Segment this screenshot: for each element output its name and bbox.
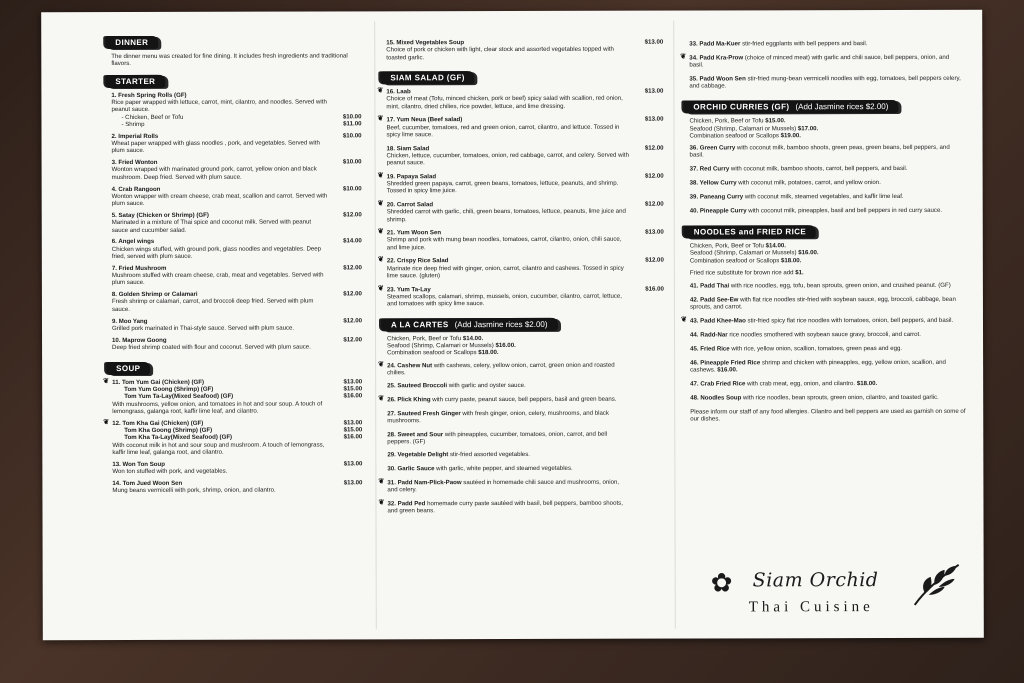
price-option [689, 132, 965, 140]
option-label: Seafood (Shrimp, Calamari or Mussels) [689, 124, 797, 133]
chili-pepper-icon: ❦ [680, 316, 687, 324]
item-description: Wonton wrapper with cream cheese, crab meat, scallion and carrot. Served with plum sauce. [111, 192, 328, 208]
item-name: 20. Carrot Salad [386, 201, 434, 209]
item-description: Marinate rice deep fried with ginger, onion, carrot, cilantro and cashews. Tossed in spicy lime sauce. (gluten) [386, 264, 624, 280]
item-name: 10. Maprow Goong [112, 336, 167, 344]
item-name: 29. Vegetable Delight [387, 451, 449, 459]
item-name: 25. Sauteed Broccoli [387, 382, 448, 390]
item-name: Tom Kha Ta-Lay(Mixed Seafood) (GF) [124, 434, 233, 442]
orchid-flower-icon: ✿ [710, 567, 733, 598]
allergy-note: Please inform our staff of any food allergies. Cilantro and bell peppers are used as garnish on some of our dishes. [690, 407, 966, 423]
menu-item [377, 200, 664, 224]
salad-list [377, 87, 664, 308]
item-price: $10.00 [342, 158, 362, 166]
item-price: $13.00 [343, 419, 363, 427]
item-description: with rice noodles, bean sprouts, green onion, cilantro, and toasted garlic. [741, 393, 939, 402]
item-description: Shredded green papaya, carrot, green beans, tomatoes, lettuce, peanuts, and shrimp. Tossed in spicy lime juice. [386, 179, 619, 195]
chili-pepper-icon: ❦ [378, 360, 384, 368]
item-name: 47. Crab Fried Rice [690, 380, 746, 388]
item-description: (choice of minced meat) with garlic and chili sauce, bell peppers, onion, and basil. [689, 53, 950, 69]
stir-fry-list [680, 40, 965, 90]
chili-pepper-icon: ❦ [377, 284, 384, 292]
item-name: 28. Sweet and Sour [387, 430, 444, 438]
option-label: Chicken, Pork, Beef or Tofu [387, 334, 462, 343]
item-price: $12.00 [343, 290, 362, 298]
option-price: $17.00. [797, 124, 819, 132]
item-description: with coconut milk, potatoes, carrot, and yellow onion. [736, 179, 881, 187]
item-name: 44. Radd-Nar [690, 331, 728, 339]
item-name: 16. Laab [386, 88, 411, 96]
option-price: $10.00 [342, 113, 362, 121]
item-description: with coconut milk, bamboo shoots, green peas, green beans, bell peppers, and basil. [689, 144, 950, 159]
siam-salad-header: SIAM SALAD (GF) [380, 71, 474, 84]
option-price: $14.00. [765, 242, 786, 250]
item-description: Chicken, lettuce, cucumber, tomatoes, onion, red cabbage, carrot, and celery. Served with peanut sauce. [386, 151, 629, 167]
item-name: 35. Padd Woon Sen [689, 75, 746, 83]
menu-item [377, 228, 664, 252]
item-price: $13.00 [644, 87, 664, 95]
item-description: Rice paper wrapped with lettuce, carrot, mint, cilantro, and noodles. Served with peanut sauce. [111, 98, 327, 114]
menu-item [111, 132, 361, 155]
item-description: Mushroom stuffed with cream cheese, crab, meat and vegetables. Served with plum sauce. [111, 271, 324, 287]
menu-item [690, 193, 966, 201]
item-description: with cashews, celery, yellow onion, carrot, green onion and roasted chilies. [387, 361, 615, 377]
item-name: 2. Imperial Rolls [111, 132, 159, 140]
item-name: 32. Padd Ped [387, 499, 426, 507]
item-description: Shrimp and pork with mung bean noodles, tomatoes, carrot, cilantro, onion, chili sauce, and lime juice. [386, 236, 622, 252]
menu-item [387, 144, 664, 167]
logo-name: Siam Orchid [752, 569, 879, 592]
item-description: with garlic and oyster sauce. [447, 382, 526, 390]
item-description: Shredded carrot with garlic, chili, green beans, tomatoes, lettuce, peanuts, lime juice and shrimp. [386, 207, 626, 223]
menu-item [112, 211, 362, 234]
item-price: $12.00 [645, 256, 664, 264]
item-price: $13.00 [645, 228, 664, 236]
item-name: 36. Green Curry [689, 144, 736, 152]
menu-item [378, 498, 664, 515]
noodles-header: NOODLES and FRIED RICE [684, 225, 816, 238]
item-description: Grilled pork marinated in Thai-style sauce. Served with plum sauce. [111, 324, 295, 332]
option-label: - Chicken, Beef or Tofu [121, 113, 184, 121]
item-description: with rice noodles, egg, tofu, bean sprouts, green onion, and crushed peanut. (GF) [729, 281, 951, 290]
item-name: 7. Fried Mushroom [111, 264, 167, 272]
item-name: 37. Red Curry [689, 165, 730, 173]
menu-sheet [41, 10, 984, 640]
item-price: $12.00 [343, 336, 363, 344]
menu-item [690, 207, 966, 215]
item-price: $16.00 [343, 392, 363, 400]
menu-item [378, 360, 664, 377]
brown-rice-text: Fried rice substitute for brown rice add [689, 269, 794, 277]
curries-header [683, 100, 898, 114]
item-name: 22. Crispy Rice Salad [386, 257, 449, 265]
option-price: $15.00. [765, 117, 786, 125]
item-description: stir-fried eggplants with bell peppers and basil. [740, 40, 868, 48]
item-description: with coconut milk, steamed vegetables, and kaffir lime leaf. [743, 193, 904, 201]
menu-item [386, 39, 663, 62]
item-description: Choice of pork or chicken with light, clear stock and assorted vegetables topped with toasted garlic. [386, 46, 614, 61]
item-price: $13.00 [644, 115, 664, 124]
item-name: 27. Sauteed Fresh Ginger [387, 409, 461, 417]
menu-column-2 [376, 11, 673, 640]
item-name: 41. Padd Thai [689, 282, 730, 290]
menu-item [690, 359, 966, 374]
menu-item [377, 284, 664, 308]
item-price: $13.00 [644, 38, 664, 46]
option-label: Combination seafood or Scallops [387, 349, 477, 357]
item-price: $10.00 [342, 184, 362, 193]
a-la-carte-title: A LA CARTES [390, 319, 449, 330]
menu-item [690, 165, 966, 173]
item-name: 9. Moo Yang [111, 317, 148, 325]
option-price: $14.00. [462, 334, 484, 342]
menu-item [377, 172, 664, 195]
chili-pepper-icon: ❦ [377, 228, 384, 236]
siam-orchid-logo [711, 563, 981, 634]
item-description: with crab meat, egg, onion, and cilantro. [745, 380, 856, 388]
menu-item [680, 316, 966, 325]
a-la-carte-header [381, 318, 558, 331]
item-description: with coconut milk, bamboo shoots, carrot, bell peppers, and basil. [729, 165, 908, 173]
item-name: 18. Siam Salad [386, 144, 430, 152]
item-name: 45. Fried Rice [690, 345, 730, 353]
item-price: $12.00 [644, 144, 664, 152]
column-divider [673, 21, 676, 629]
menu-item [690, 296, 966, 311]
menu-item [377, 87, 664, 111]
menu-item [112, 159, 362, 182]
price-option [690, 256, 966, 264]
item-name: 23. Yum Ta-Lay [386, 285, 431, 293]
item-name: 3. Fried Wonton [111, 159, 158, 167]
item-name: 31. Padd Nam-Plick-Paow [387, 478, 462, 486]
chili-pepper-icon: ❦ [378, 395, 385, 403]
chili-pepper-icon: ❦ [377, 256, 384, 264]
menu-item [112, 238, 362, 261]
option-price: $16.00. [798, 249, 819, 257]
item-description: With mushrooms, yellow onion, and tomatoes in hot and sour soup. A touch of lemongrass, galanga root, kaffir lime leaf, and cilantro. [112, 400, 323, 415]
item-price: $18.00. [856, 380, 878, 388]
menu-item [112, 460, 362, 475]
item-price: $12.00 [645, 200, 664, 208]
item-description: shrimp and chicken with pineapples, egg, yellow onion, scallion, and cashews. [690, 358, 946, 374]
item-name: 5. Satay (Chicken or Shrimp) (GF) [111, 211, 209, 220]
menu-item [378, 477, 664, 494]
item-price: $15.00 [343, 426, 363, 434]
menu-item [112, 479, 362, 494]
item-description: stir-fried assorted vegetables. [448, 451, 530, 459]
menu-item [103, 377, 363, 415]
item-price: $13.00 [343, 479, 363, 487]
starter-list [111, 91, 362, 351]
item-name: 26. Plick Khing [387, 396, 431, 404]
item-name: 30. Garlic Sauce [387, 465, 435, 473]
menu-item [690, 179, 966, 187]
menu-item [690, 144, 966, 159]
item-name: 38. Yellow Curry [689, 179, 737, 187]
menu-item [112, 185, 362, 208]
item-description: rice noodles smothered with soybean sauce gravy, broccoli, and carrot. [727, 330, 921, 339]
item-description: Steamed scallops, calamari, shrimp, mussels, onion, cucumber, cilantro, carrot, lettuce, and tomatoes with spicy lime sauce. [386, 292, 622, 308]
item-description: Deep fried shrimp coated with flour and coconut. Served with plum sauce. [112, 343, 311, 351]
item-name: 14. Tom Jued Woon Sen [112, 479, 183, 487]
item-price: $14.00 [343, 237, 362, 245]
brown-rice-note [690, 269, 966, 277]
menu-item [387, 430, 664, 445]
item-description: Marinated in a mixture of Thai spice and coconut milk. Served with peanut sauce and cucumber salad. [111, 218, 312, 234]
menu-item [377, 115, 664, 139]
item-description: Choice of meat (Tofu, minced chicken, pork or beef) spicy salad with scallion, red onion, mint, cilantro, dried chilies, rice powder, lettuce, and lime dressing. [386, 95, 623, 111]
option-price: $11.00 [343, 120, 362, 128]
menu-column-3 [679, 10, 981, 639]
item-variant [112, 479, 363, 487]
option-label: Chicken, Pork, Beef or Tofu [689, 242, 764, 250]
item-price: $13.00 [343, 460, 363, 468]
menu-item [387, 382, 664, 390]
item-description: with fresh ginger, onion, celery, mushrooms, and black mushrooms. [387, 409, 609, 425]
dinner-header: DINNER [105, 36, 158, 49]
item-description: Wonton wrapped with marinated ground pork, carrot, yellow onion and black mushroom. Deep fried. Served with plum sauce. [111, 165, 317, 181]
chili-pepper-icon: ❦ [378, 477, 385, 485]
item-name: Tom Yum Goong (Shrimp) (GF) [124, 385, 214, 394]
item-price: $12.00 [343, 264, 362, 272]
item-name: 15. Mixed Vegetables Soup [386, 39, 465, 47]
chili-pepper-icon: ❦ [377, 115, 384, 123]
item-name: 43. Padd Khee-Mao [689, 317, 746, 325]
item-name: 48. Noodles Soup [690, 394, 742, 402]
a-la-carte-note: (Add Jasmine rices $2.00) [454, 319, 548, 329]
item-name: 21. Yum Woon Sen [386, 229, 442, 237]
item-description: stir-fried mung-bean vermicelli noodles with egg, tomatoes, bell peppers celery, and cabbage. [689, 74, 961, 90]
menu-item [112, 264, 362, 287]
menu-item [112, 317, 362, 332]
curry-list [690, 144, 966, 215]
item-name: 4. Crab Rangoon [111, 185, 161, 193]
item-price: $16.00. [717, 366, 738, 374]
item-description: Won ton stuffed with pork, and vegetables. [112, 467, 228, 476]
soup-list [103, 377, 363, 495]
curries-title: ORCHID CURRIES (GF) [693, 102, 790, 112]
chili-pepper-icon: ❦ [377, 172, 384, 180]
item-description: with coconut milk, pineapples, basil and bell peppers in red curry sauce. [746, 206, 943, 215]
item-price: $15.00 [343, 385, 363, 393]
chili-pepper-icon: ❦ [377, 87, 384, 95]
curry-options [689, 117, 965, 140]
item-name: 1. Fresh Spring Rolls (GF) [111, 91, 187, 99]
item-description: Chicken wings stuffed, with ground pork, glass noodles and vegetables. Deep fried, served with plum sauce. [111, 245, 322, 261]
item-price: $16.00 [343, 433, 363, 441]
item-price: $13.00 [343, 378, 363, 386]
item-name: 46. Pineapple Fried Rice [690, 359, 761, 367]
menu-item [378, 395, 664, 404]
option-label: - Shrimp [121, 120, 145, 129]
chili-pepper-icon: ❦ [378, 498, 385, 506]
item-description: Wheat paper wrapped with glass noodles , pork, and vegetables. Served with plum sauce. [111, 139, 320, 155]
item-name: 17. Yum Neua (Beef salad) [386, 116, 463, 124]
menu-item [387, 451, 664, 459]
item-price: $12.00 [644, 172, 664, 180]
item-name: 42. Padd See-Ew [689, 296, 739, 304]
a-la-carte-list [378, 360, 664, 515]
menu-item [377, 256, 664, 280]
item-description: with garlic, white pepper, and steamed vegetables. [434, 464, 573, 473]
orchid-leaf-icon [911, 561, 963, 609]
item-name: 12. Tom Kha Gai (Chicken) (GF) [112, 419, 204, 427]
option-price: $16.00. [495, 341, 516, 350]
item-name: Tom Kha Goong (Shrimp) (GF) [124, 426, 213, 435]
option-label: Chicken, Pork, Beef or Tofu [689, 117, 764, 125]
item-description: with flat rice noodles stir-fried with soybean sauce, egg, broccoli, cabbage, bean sprouts, and carrot. [689, 295, 956, 311]
item-price: $12.00 [343, 211, 362, 219]
menu-item [387, 409, 664, 424]
item-name: Tom Yum Ta-Lay(Mixed Seafood) (GF) [124, 393, 234, 401]
menu-item [387, 465, 664, 473]
item-variant [112, 460, 363, 468]
item-description: With coconut milk in hot and sour soup and mushroom. A touch of lemongrass, kaffir lime leaf, galanga root, and cilantro. [112, 441, 325, 456]
menu-item [690, 380, 966, 388]
item-description: with curry paste, peanut sauce, bell peppers, basil and green beans. [430, 395, 617, 404]
starter-header: STARTER [105, 75, 165, 88]
chili-pepper-icon: ❦ [103, 377, 110, 385]
item-name: 34. Padd Kra-Prow [689, 54, 744, 62]
item-name: 6. Angel wings [111, 238, 155, 246]
item-description: Fresh shrimp or calamari, carrot, and broccoli deep fried. Served with plum sauce. [111, 297, 314, 313]
item-option [111, 120, 362, 129]
menu-item [103, 418, 363, 456]
item-name: 8. Golden Shrimp or Calamari [111, 290, 198, 299]
menu-item [112, 291, 362, 314]
chili-pepper-icon: ❦ [680, 53, 687, 61]
dinner-intro: The dinner menu was created for fine dining. It includes fresh ingredients and traditional flavors. [111, 52, 348, 68]
option-label: Seafood (Shrimp, Calamari or Mussels) [689, 249, 797, 257]
item-variant [112, 433, 363, 442]
noodle-options [690, 242, 966, 265]
item-name: 24. Cashew Nut [387, 361, 433, 369]
chili-pepper-icon: ❦ [103, 418, 110, 426]
item-price: $12.00 [343, 316, 362, 324]
menu-item [690, 345, 966, 353]
item-description: sautéed in homemade chili sauce and mushrooms, onion, and celery. [387, 478, 620, 494]
menu-item [689, 75, 965, 90]
item-description: Beef, cucumber, tomatoes, red and green onion, carrot, cilantro, and lettuce. Tossed in spicy lime sauce. [386, 123, 620, 139]
item-name: 11. Tom Yum Gai (Chicken) (GF) [112, 378, 205, 386]
item-name: 33. Padd Ma-Kuer [689, 40, 741, 48]
item-name: 39. Paneang Curry [689, 193, 744, 201]
menu-item [111, 91, 361, 128]
menu-item [690, 282, 966, 290]
menu-item [690, 394, 966, 402]
a-la-carte-options [387, 334, 664, 357]
logo-subtitle: Thai Cuisine [748, 599, 874, 616]
brown-rice-price: $1. [795, 269, 804, 277]
price-option [387, 349, 664, 357]
item-description: Mung beans vermicelli with pork, shrimp, onion, and cilantro. [112, 486, 276, 495]
item-name: 40. Pineapple Curry [689, 207, 747, 215]
item-variant [112, 392, 363, 401]
item-description: with pineapples, cucumber, tomatoes, onion, carrot, and bell peppers. (GF) [387, 430, 608, 446]
item-name: 13. Won Ton Soup [112, 460, 165, 468]
menu-item [690, 331, 966, 339]
menu-item [680, 53, 965, 69]
menu-item [112, 336, 362, 351]
item-price: $10.00 [342, 132, 362, 140]
menu-column-1 [41, 11, 373, 640]
item-description: homemade curry paste sautéed with basil, bell peppers, bamboo shoots, and green beans. [387, 499, 623, 515]
soup-header: SOUP [106, 362, 150, 375]
menu-item [689, 40, 965, 48]
item-price: $16.00 [645, 285, 664, 293]
option-label: Combination seafood or Scallops [689, 132, 779, 140]
option-label: Seafood (Shrimp, Calamari or Mussels) [387, 342, 494, 350]
item-name: 19. Papaya Salad [386, 172, 437, 181]
curries-note: (Add Jasmine rices $2.00) [795, 102, 889, 112]
noodle-list [680, 281, 966, 402]
option-price: $19.00. [780, 132, 801, 140]
option-price: $18.00. [478, 349, 499, 357]
option-label: Combination seafood or Scallops [689, 256, 780, 265]
item-description: with rice, yellow onion, scallion, tomatoes, green peas and egg. [729, 344, 903, 353]
option-price: $18.00. [780, 256, 802, 264]
chili-pepper-icon: ❦ [377, 200, 384, 208]
item-description: stir-fried spicy flat rice noodles with tomatoes, onion, bell peppers, and basil. [745, 317, 954, 325]
